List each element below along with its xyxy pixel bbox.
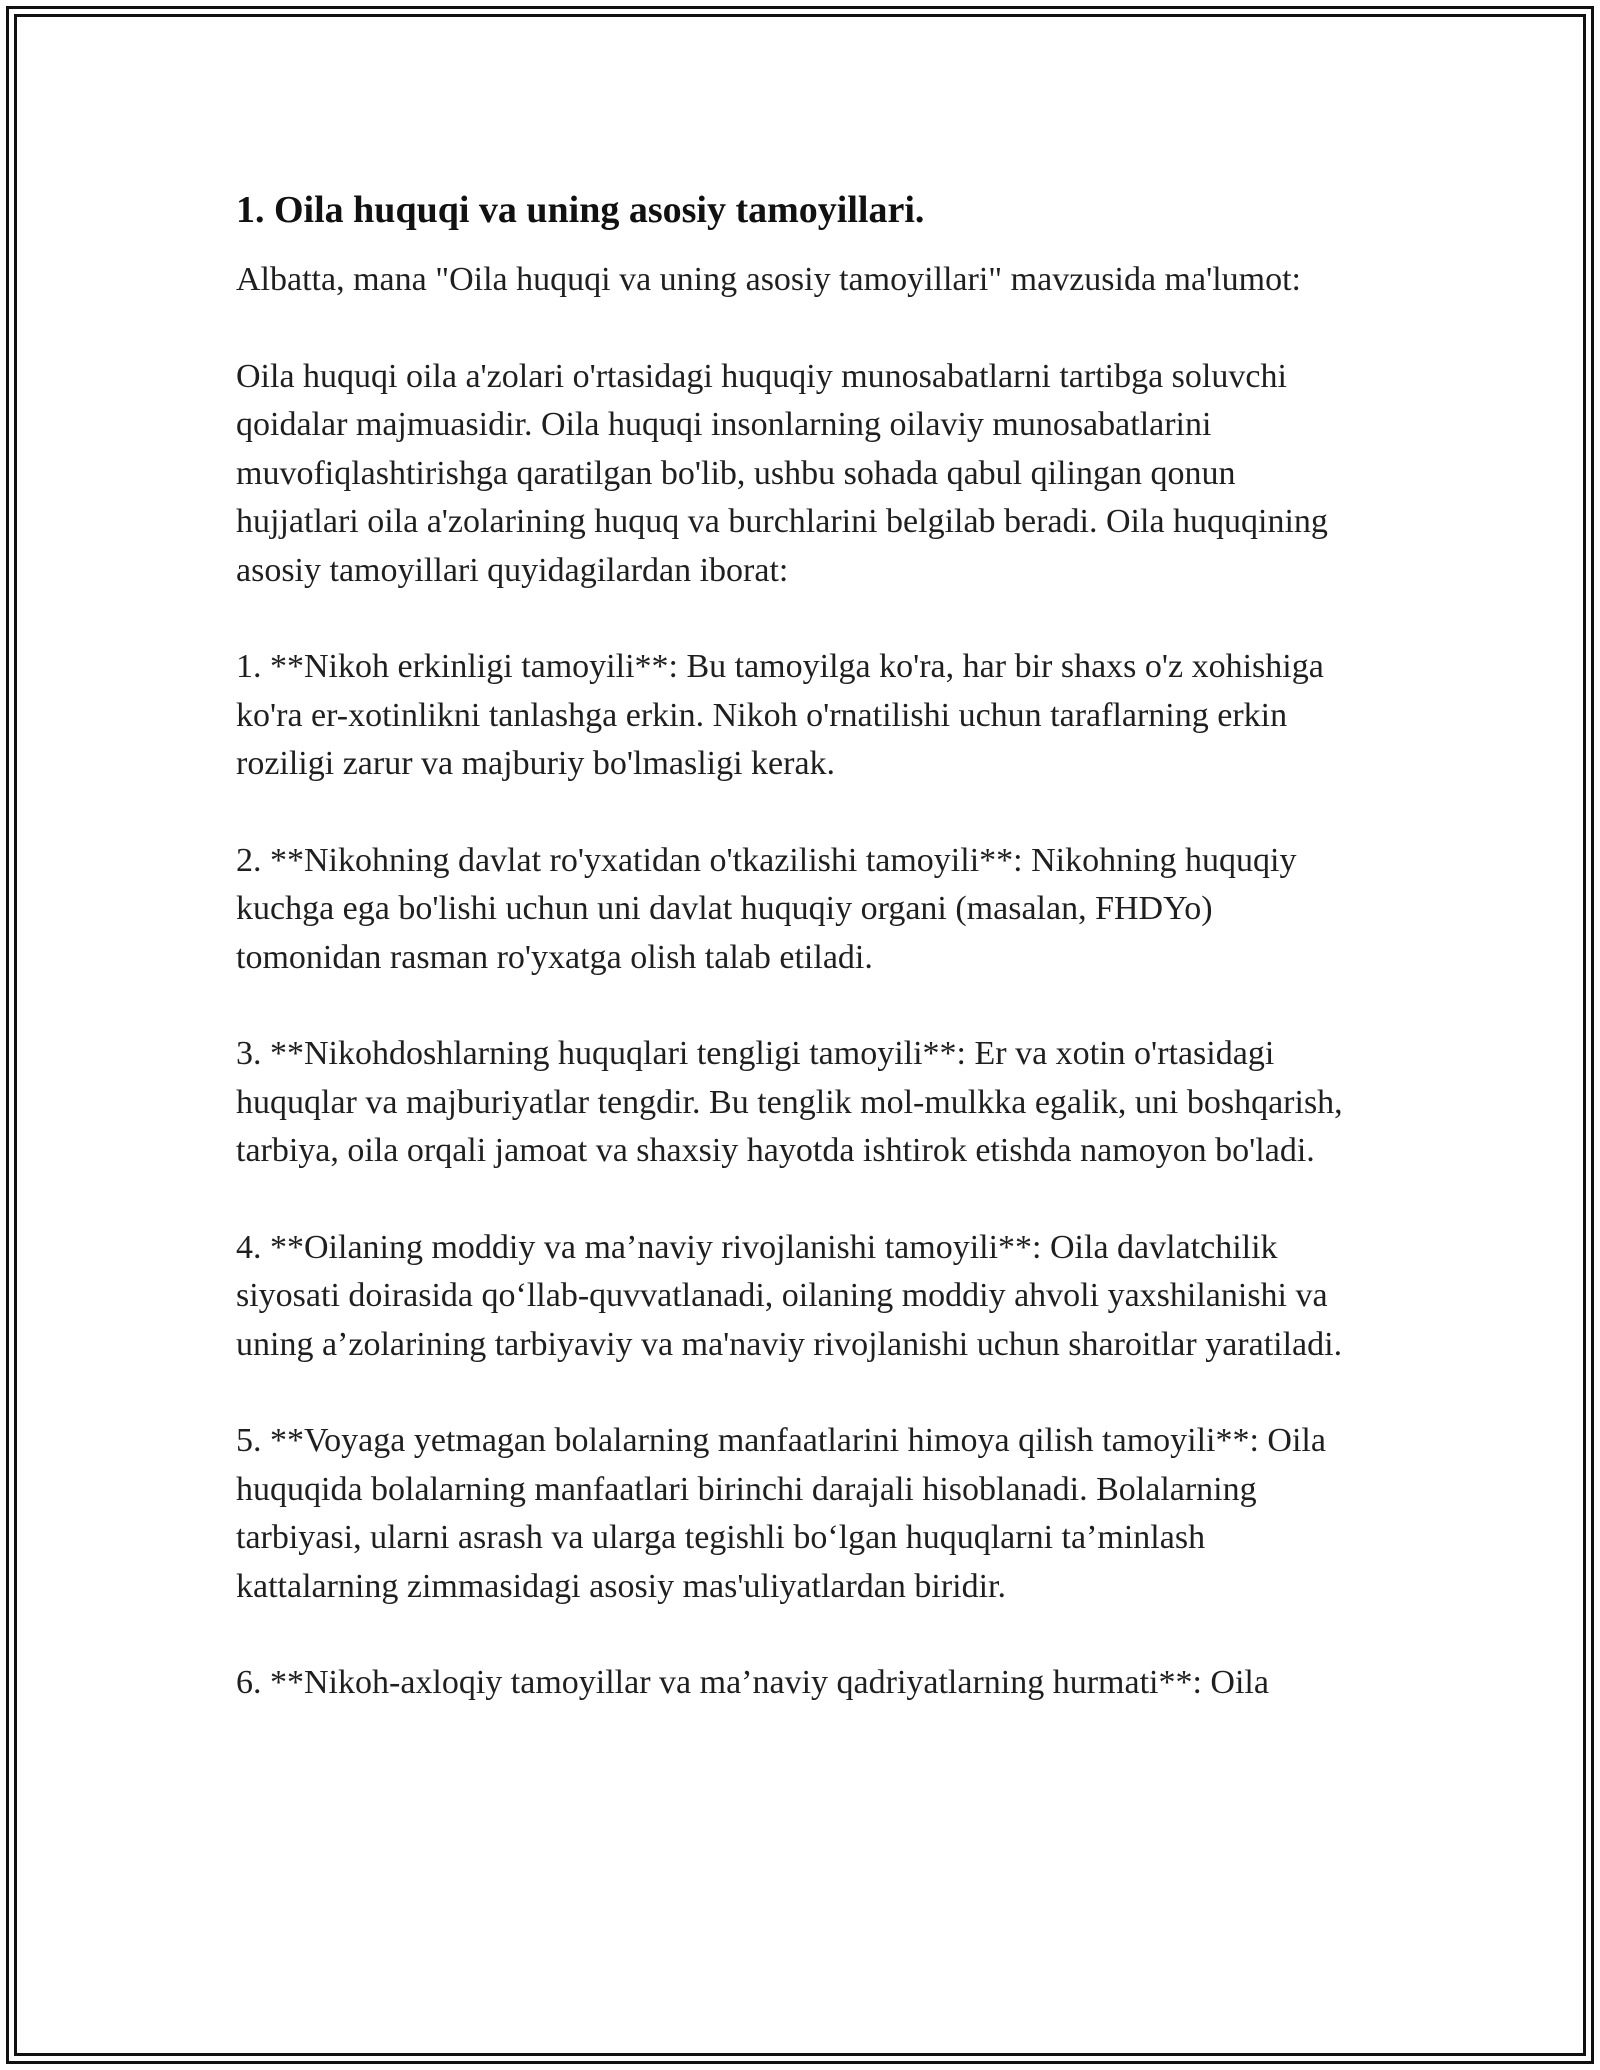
paragraph-principle-4: 4. **Oilaning moddiy va ma’naviy rivojlanishi tamoyili**: Oila davlatchilik siyosati doirasida qo‘llab-quvvatlanadi, oilaning moddiy ahvoli yaxshilanishi va uning a’zolarining tarbiyaviy va ma'naviy rivojlanishi uchun sharoitlar yaratiladi. — [236, 1228, 1343, 1363]
document-body — [236, 186, 1366, 1708]
paragraph-principle-5: 5. **Voyaga yetmagan bolalarning manfaatlarini himoya qilish tamoyili**: Oila huquqida bolalarning manfaatlari birinchi darajali hisoblanadi. Bolalarning tarbiyasi, ularni asrash va ularga tegishli bo‘lgan huquqlarni ta’minlash kattalarning zimmasidagi asosiy mas'uliyatlardan biridir. — [236, 1422, 1326, 1605]
paragraph-definition: Oila huquqi oila a'zolari o'rtasidagi huquqiy munosabatlarni tartibga soluvchi qoidalar majmuasidir. Oila huquqi insonlarning oilaviy munosabatlarini muvofiqlashtirishga qaratilgan bo'lib, ushbu sohada qabul qilingan qonun hujjatlari oila a'zolarining huquq va burchlarini belgilab beradi. Oila huquqining asosiy tamoyillari quyidagilardan iborat: — [236, 357, 1328, 589]
paragraph-principle-6: 6. **Nikoh-axloqiy tamoyillar va ma’naviy qadriyatlarning hurmati**: Oila — [236, 1664, 1269, 1701]
paragraph-intro: Albatta, mana "Oila huquqi va uning asosiy tamoyillari" mavzusida ma'lumot: — [236, 261, 1302, 298]
paragraph-principle-3: 3. **Nikohdoshlarning huquqlari tengligi tamoyili**: Er va xotin o'rtasidagi huquqlar va majburiyatlar tengdir. Bu tenglik mol-mulkka egalik, uni boshqarish, tarbiya, oila orqali jamoat va shaxsiy hayotda ishtirok etishda namoyon bo'ladi. — [236, 1035, 1343, 1169]
paragraph-principle-2: 2. **Nikohning davlat ro'yxatidan o'tkazilishi tamoyili**: Nikohning huquqiy kuchga ega bo'lishi uchun uni davlat huquqiy organi (masalan, FHDYo) tomonidan rasman ro'yxatga olish talab etiladi. — [236, 841, 1297, 976]
paragraph-principle-1: 1. **Nikoh erkinligi tamoyili**: Bu tamoyilga ko'ra, har bir shaxs o'z xohishiga ko'ra er-xotinlikni tanlashga erkin. Nikoh o'rnatilishi uchun taraflarning erkin roziligi zarur va majburiy bo'lmasligi kerak. — [236, 648, 1324, 782]
document-title: 1. Oila huquqi va uning asosiy tamoyillari. — [236, 189, 925, 231]
